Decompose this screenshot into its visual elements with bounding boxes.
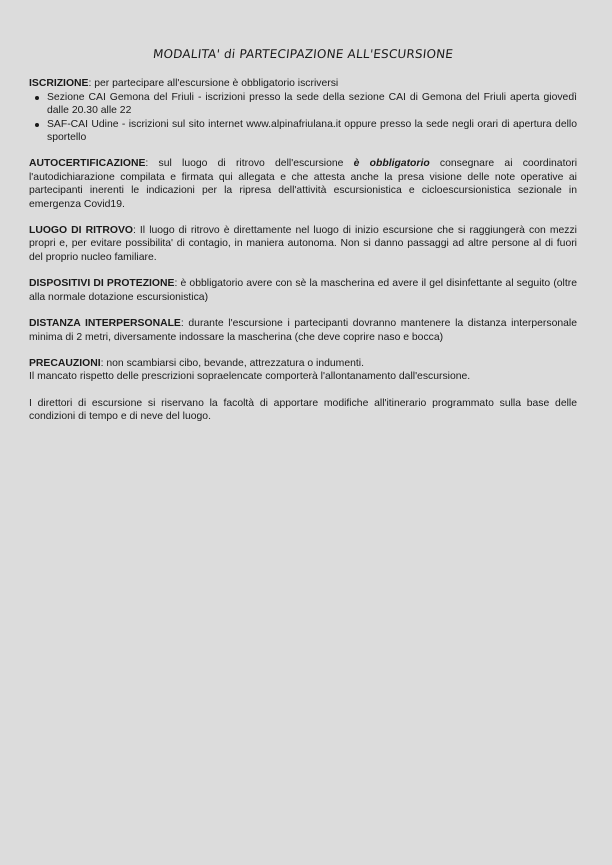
luogo-label: LUOGO DI RITROVO xyxy=(29,225,133,237)
distanza-label: DISTANZA INTERPERSONALE xyxy=(29,318,181,330)
distanza-text: : durante l'escursione i partecipanti dovranno mantenere la distanza interpersonale minima di 2 metri, diversamente indossare la mascherina (che deve coprire naso e bocca) xyxy=(29,318,577,343)
section-iscrizione xyxy=(29,77,577,144)
dispositivi-label: DISPOSITIVI DI PROTEZIONE xyxy=(29,278,175,290)
note-direttori: I direttori di escursione si riservano la facoltà di apportare modifiche all'itinerario programmato sulla base delle condizioni di tempo e di neve del luogo. xyxy=(29,397,577,423)
section-luogo-ritrovo xyxy=(29,224,577,264)
iscrizione-list xyxy=(29,91,577,145)
iscrizione-label: ISCRIZIONE xyxy=(29,78,89,90)
list-item-udine: SAF-CAI Udine - iscrizioni sul sito internet www.alpinafriulana.it oppure presso la sede negli orari di apertura dello sportello xyxy=(47,118,577,144)
autocertificazione-text-after: consegnare ai coordinatori l'autodichiarazione compilata e firmata qui allegata e che attesta anche la presa visione delle note operative ai partecipanti inerenti le indicazioni per la ripresa dell'attività escursionistica e cicloescursionistica sezionale in emergenza Covid19. xyxy=(29,158,578,210)
precauzioni-text: : non scambiarsi cibo, bevande, attrezzatura o indumenti. xyxy=(100,357,364,369)
section-precauzioni xyxy=(29,357,577,384)
section-autocertificazione xyxy=(29,157,577,211)
section-distanza xyxy=(29,317,577,344)
autocertificazione-emphasis: è obbligatorio xyxy=(353,158,430,170)
dispositivi-text: : è obbligatorio avere con sè la mascherina ed avere il gel disinfettante al seguito (oltre alla normale dotazione escursionistica) xyxy=(29,278,577,303)
document-title: MODALITA' di PARTECIPAZIONE ALL'ESCURSIONE xyxy=(152,47,454,61)
iscrizione-text: : per partecipare all'escursione è obbligatorio iscriversi xyxy=(88,78,339,90)
autocertificazione-label: AUTOCERTIFICAZIONE xyxy=(29,158,146,170)
autocertificazione-text-before: : sul luogo di ritrovo dell'escursione xyxy=(145,158,354,170)
section-dispositivi xyxy=(29,277,577,304)
precauzioni-line2: Il mancato rispetto delle prescrizioni sopraelencate comporterà l'allontanamento dall'escursione. xyxy=(29,371,471,383)
precauzioni-label: PRECAUZIONI xyxy=(29,357,101,369)
list-item-gemona: Sezione CAI Gemona del Friuli - iscrizioni presso la sede della sezione CAI di Gemona del Friuli aperta giovedì dalle 20.30 alle 22 xyxy=(47,91,577,117)
document-page xyxy=(29,48,577,437)
luogo-text: : Il luogo di ritrovo è direttamente nel luogo di inizio escursione che si raggiungerà con mezzi propri e, per evitare possibilita' di contagio, in maniera autonoma. Non si danno passaggi ad altre persone al di fuori del proprio nucleo familiare. xyxy=(29,225,577,263)
